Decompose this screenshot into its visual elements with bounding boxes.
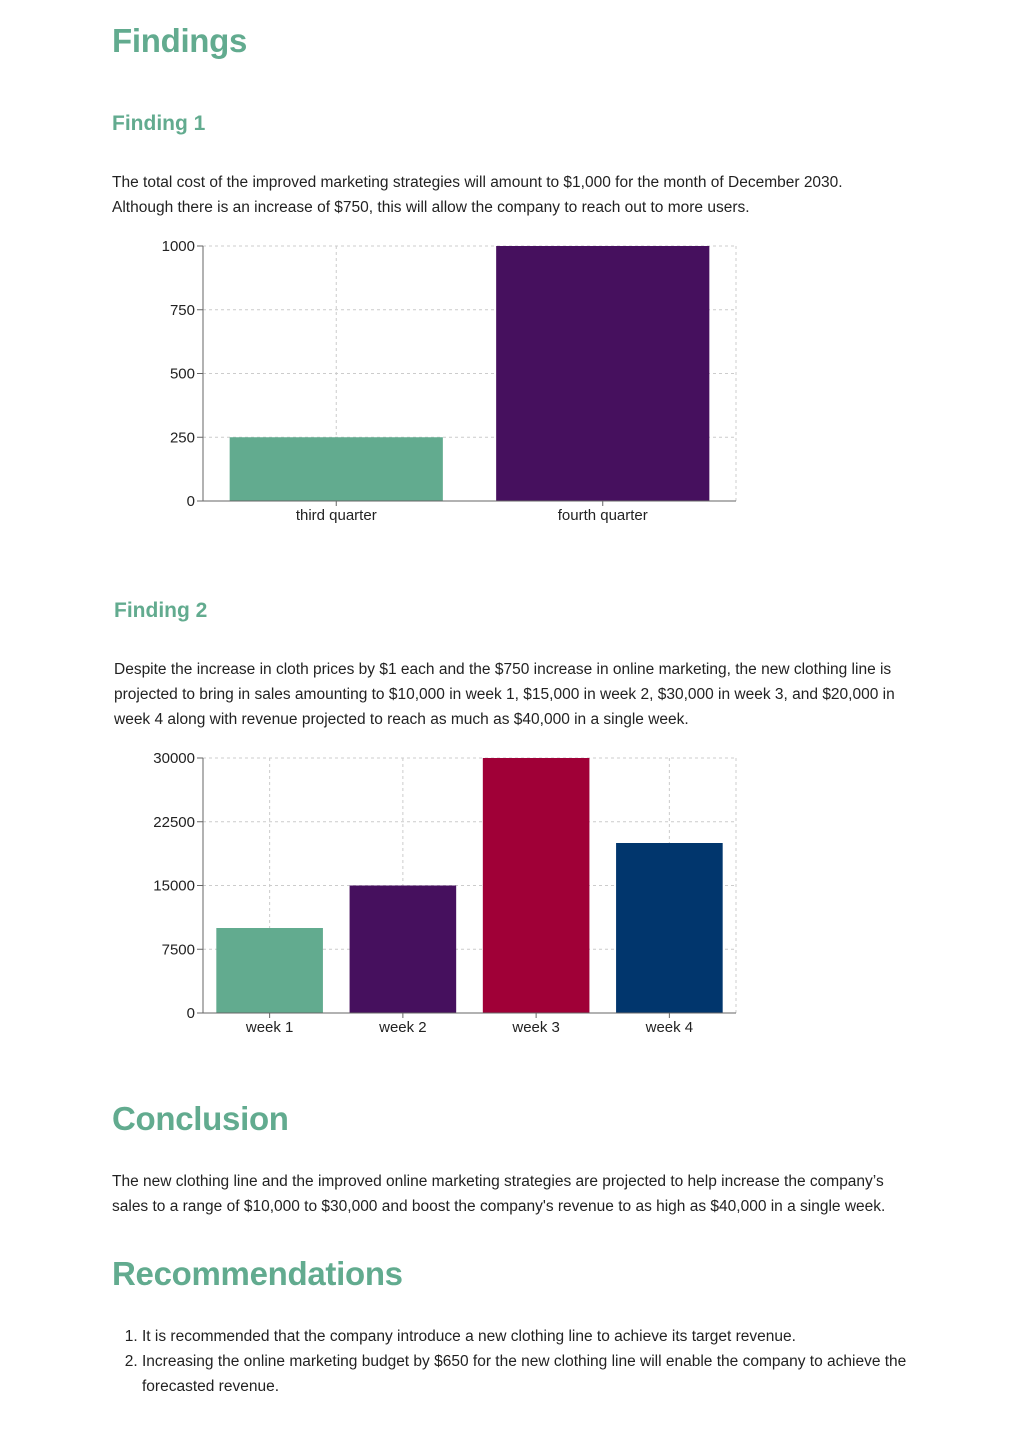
conclusion-line-1: The new clothing line and the improved online marketing strategies are projected to help increase the company’s xyxy=(112,1173,884,1190)
y-tick-label: 0 xyxy=(186,1005,195,1022)
finding-2-paragraph xyxy=(114,657,934,732)
recommendations-list xyxy=(112,1324,942,1399)
finding-2-line-1: Despite the increase in cloth prices by $1 each and the $750 increase in online marketing, the new clothing line is xyxy=(114,661,892,678)
finding-1-paragraph xyxy=(112,170,932,220)
recommendations-heading: Recommendations xyxy=(112,1255,403,1292)
y-tick-label: 7500 xyxy=(161,941,195,959)
y-tick-label: 30000 xyxy=(153,750,195,767)
y-tick-label: 1000 xyxy=(161,238,195,255)
finding-1-heading: Finding 1 xyxy=(112,112,206,135)
finding-1-line-1: The total cost of the improved marketing strategies will amount to $1,000 for the month of December 2030. xyxy=(112,174,843,191)
y-tick-label: 500 xyxy=(169,365,195,383)
finding-2-heading: Finding 2 xyxy=(114,599,208,622)
conclusion-line-2: sales to a range of $10,000 to $30,000 and boost the company's revenue to as high as $40,000 in a single week. xyxy=(112,1198,886,1215)
y-tick-label: 250 xyxy=(169,429,195,447)
finding-1-bar-chart xyxy=(150,238,750,528)
recommendation-item-1: 1. It is recommended that the company introduce a new clothing line to achieve its target revenue. xyxy=(142,1324,942,1349)
x-tick-label: week 2 xyxy=(379,1019,427,1036)
findings-heading: Findings xyxy=(112,22,248,59)
bar-week-4 xyxy=(616,843,723,1013)
x-tick-label: week 1 xyxy=(245,1019,294,1036)
recommendation-item-2: 2. Increasing the online marketing budget by $650 for the new clothing line will enable the company to achieve the forecasted revenue. xyxy=(142,1349,942,1399)
finding-2-line-2: projected to bring in sales amounting to $10,000 in week 1, $15,000 in week 2, $30,000 in week 3, and $20,000 in xyxy=(114,686,895,703)
conclusion-paragraph xyxy=(112,1169,932,1219)
y-tick-label: 750 xyxy=(169,301,195,319)
x-tick-label: fourth quarter xyxy=(557,507,648,524)
bar-week-2 xyxy=(350,886,457,1014)
bar-fourth-quarter xyxy=(496,246,709,501)
finding-2-bar-chart xyxy=(140,750,750,1040)
x-tick-label: week 4 xyxy=(645,1019,694,1036)
finding-2-line-3: week 4 along with revenue projected to reach as much as $40,000 in a single week. xyxy=(114,711,689,728)
bar-week-1 xyxy=(216,928,323,1013)
bar-week-3 xyxy=(483,758,590,1013)
finding-1-line-2: Although there is an increase of $750, this will allow the company to reach out to more users. xyxy=(112,199,750,216)
bar-third-quarter xyxy=(230,437,443,501)
x-tick-label: third quarter xyxy=(295,507,377,524)
y-tick-label: 22500 xyxy=(153,813,195,831)
conclusion-heading: Conclusion xyxy=(112,1100,289,1137)
y-tick-label: 0 xyxy=(186,493,195,510)
y-tick-label: 15000 xyxy=(153,877,195,895)
x-tick-label: week 3 xyxy=(512,1019,560,1036)
